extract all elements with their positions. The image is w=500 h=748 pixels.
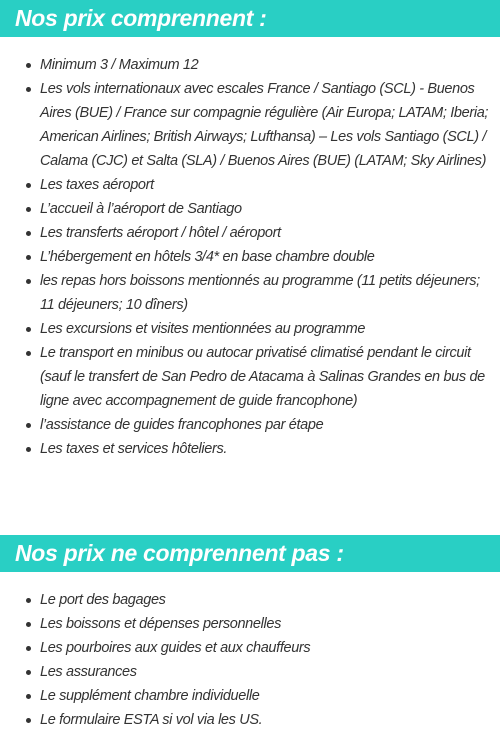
list-item-text: Minimum 3 / Maximum 12	[40, 57, 199, 73]
list-item	[0, 269, 500, 317]
bullet-icon	[26, 670, 31, 675]
list-item-text: L’accueil à l’aéroport de Santiago	[40, 201, 242, 217]
bullet-icon	[26, 279, 31, 284]
list-item	[0, 684, 500, 708]
bullet-icon	[26, 183, 31, 188]
list-item-text: Les excursions et visites mentionnées au programme	[40, 321, 366, 337]
list-item	[0, 588, 500, 612]
bullet-icon	[26, 622, 31, 627]
list-item-text: Les assurances	[40, 664, 137, 680]
bullet-icon	[26, 447, 31, 452]
list-item-text: L’hébergement en hôtels 3/4* en base chambre double	[40, 249, 375, 265]
list-item-text: Les pourboires aux guides et aux chauffeurs	[40, 640, 311, 656]
list-item-text: les repas hors boissons mentionnés au programme (11 petits déjeuners; 11 déjeuners; 10 dîners)	[40, 273, 480, 313]
list-item-text: Le supplément chambre individuelle	[40, 688, 260, 704]
excluded-list	[0, 588, 500, 732]
list-item	[0, 53, 500, 77]
bullet-icon	[26, 255, 31, 260]
bullet-icon	[26, 63, 31, 68]
bullet-icon	[26, 423, 31, 428]
list-item	[0, 341, 500, 413]
list-item	[0, 437, 500, 461]
bullet-icon	[26, 646, 31, 651]
bullet-icon	[26, 718, 31, 723]
list-item	[0, 660, 500, 684]
bullet-icon	[26, 231, 31, 236]
bullet-icon	[26, 327, 31, 332]
list-item-text: l’assistance de guides francophones par étape	[40, 417, 324, 433]
list-item	[0, 173, 500, 197]
list-item	[0, 413, 500, 437]
list-item-text: Les vols internationaux avec escales France / Santiago (SCL) - Buenos Aires (BUE) / France sur compagnie régulière (Air Europa; LATAM; Iberia; American Airlines; British Airways; Lufthansa) – Les vols Santiago (SCL) / Calama (CJC) et Salta (SLA) / Buenos Aires (BUE) (LATAM; Sky Airlines)	[40, 81, 489, 169]
list-item	[0, 708, 500, 732]
bullet-icon	[26, 207, 31, 212]
bullet-icon	[26, 694, 31, 699]
list-item	[0, 317, 500, 341]
bullet-icon	[26, 351, 31, 356]
list-item-text: Les taxes et services hôteliers.	[40, 441, 228, 457]
bullet-icon	[26, 598, 31, 603]
list-item-text: Le port des bagages	[40, 592, 166, 608]
excluded-section-title: Nos prix ne comprennent pas :	[0, 535, 500, 572]
list-item-text: Les boissons et dépenses personnelles	[40, 616, 281, 632]
list-item-text: Les taxes aéroport	[40, 177, 154, 193]
included-list	[0, 53, 500, 461]
bullet-icon	[26, 87, 31, 92]
list-item-text: Le formulaire ESTA si vol via les US.	[40, 712, 263, 728]
list-item-text: Le transport en minibus ou autocar privatisé climatisé pendant le circuit (sauf le transfert de San Pedro de Atacama à Salinas Grandes en bus de ligne avec accompagnement de guide francophone)	[40, 345, 485, 409]
list-item	[0, 197, 500, 221]
list-item	[0, 612, 500, 636]
list-item	[0, 77, 500, 173]
list-item	[0, 221, 500, 245]
list-item	[0, 636, 500, 660]
list-item	[0, 245, 500, 269]
included-section-title: Nos prix comprennent :	[0, 0, 500, 37]
list-item-text: Les transferts aéroport / hôtel / aéroport	[40, 225, 281, 241]
